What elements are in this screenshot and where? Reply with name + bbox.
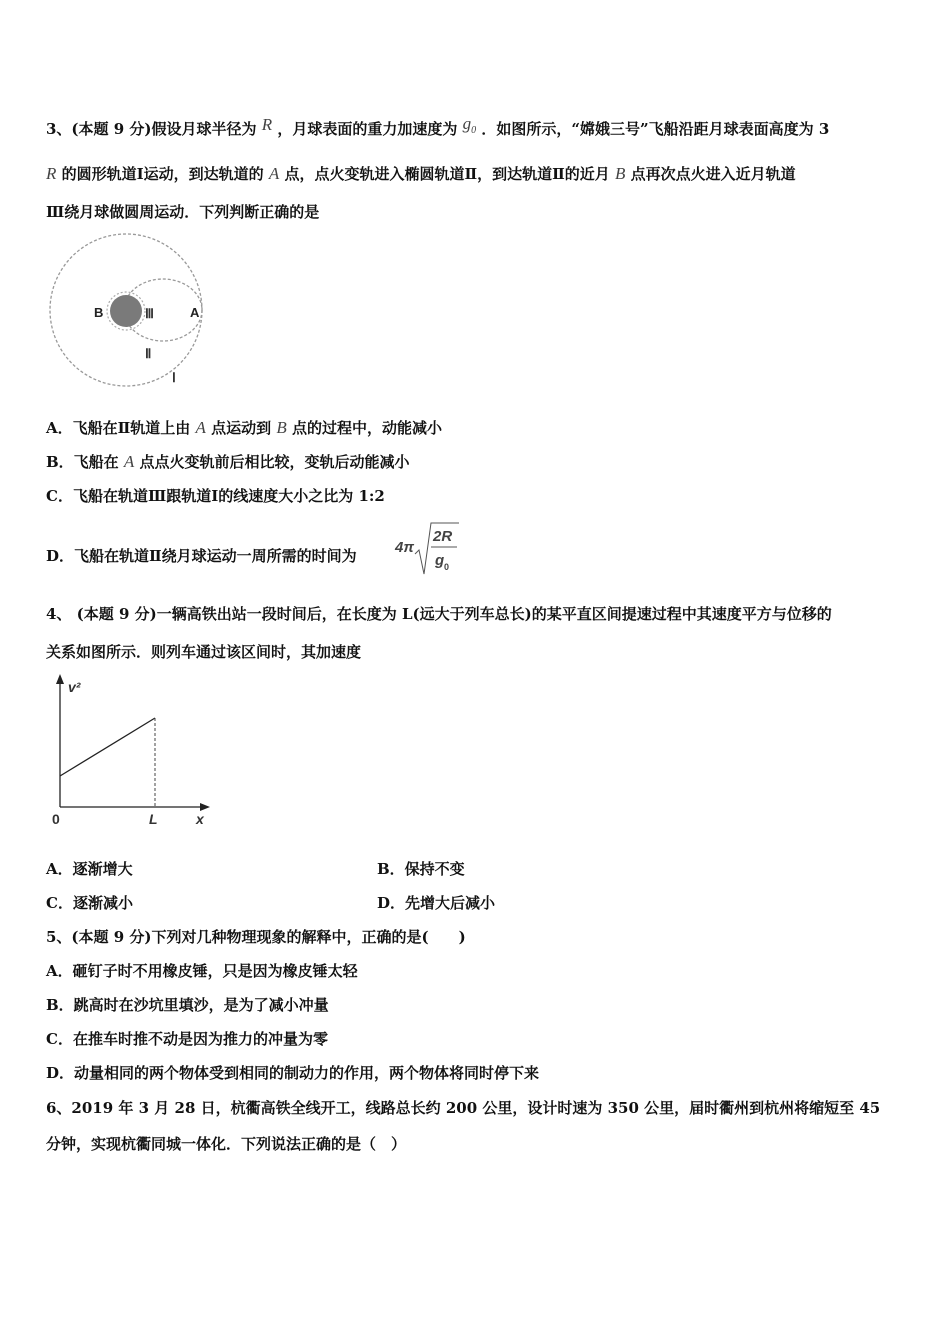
- q6-stem-line1: 6、2019 年 3 月 28 日，杭衢高铁全线开工，线路总长约 200 公里，设计时速为 350 公里，届时衢州到杭州将缩短至 45: [46, 1099, 881, 1117]
- math-g-sub: 0: [471, 125, 477, 136]
- y-label: v²: [68, 679, 81, 695]
- formula-period: [393, 520, 463, 578]
- option-text: D．飞船在轨道Ⅱ绕月球运动一周所需的时间为: [46, 547, 357, 565]
- q4-stem-line1: 4、 (本题 9 分)一辆高铁出站一段时间后，在长度为 L(远大于列车总长)的某平直区间提速过程中其速度平方与位移的: [46, 605, 832, 623]
- q5-option-a: A．砸钉子时不用橡皮锤，只是因为橡皮锤太轻: [46, 962, 358, 980]
- option-text: 点的过程中，动能减小: [292, 419, 443, 437]
- q3-option-d: [46, 546, 357, 566]
- q5-option-c: C．在推车时推不动是因为推力的冲量为零: [46, 1030, 328, 1048]
- data-line: [60, 718, 155, 776]
- q3-stem-text: ，月球表面的重力加速度为: [277, 120, 458, 138]
- q3-stem-text: 的圆形轨道Ⅰ运动，到达轨道的: [61, 165, 264, 183]
- q5-stem: 5、(本题 9 分)下列对几种物理现象的解释中，正确的是( ): [46, 928, 466, 946]
- q3-stem-line3: Ⅲ绕月球做圆周运动．下列判断正确的是: [46, 203, 320, 221]
- label-I: Ⅰ: [172, 370, 176, 385]
- math-R: R: [261, 115, 273, 134]
- label-A: A: [190, 305, 200, 320]
- q3-option-c: C．飞船在轨道Ⅲ跟轨道Ⅰ的线速度大小之比为 1:2: [46, 487, 385, 505]
- option-text: 点运动到: [211, 419, 272, 437]
- formula-den-g: g: [435, 552, 445, 569]
- orbit-diagram: [44, 232, 214, 392]
- formula-den-sub: 0: [444, 562, 450, 572]
- q4-option-b: B．保持不变: [377, 860, 465, 878]
- math-A: A: [123, 452, 135, 471]
- x-tick-L: L: [149, 811, 158, 827]
- q5-option-b: B．跳高时在沙坑里填沙，是为了减小冲量: [46, 996, 329, 1014]
- y-axis-arrow: [56, 674, 64, 684]
- q5-option-d: D．动量相同的两个物体受到相同的制动力的作用，两个物体将同时停下来: [46, 1064, 540, 1082]
- q4-stem-line2: 关系如图所示．则列车通过该区间时，其加速度: [46, 643, 362, 661]
- math-g0: [462, 114, 477, 136]
- q3-option-a: [46, 418, 442, 438]
- formula-num: 2R: [433, 528, 453, 545]
- q3-stem-text: 点，点火变轨进入椭圆轨道Ⅱ，到达轨道Ⅱ的近月: [284, 165, 610, 183]
- math-g: g: [462, 114, 472, 133]
- math-R: R: [46, 164, 57, 183]
- q3-stem-text: 点再次点火进入近月轨道: [630, 165, 796, 183]
- option-text: B．飞船在: [46, 453, 119, 471]
- option-text: A．飞船在Ⅱ轨道上由: [46, 419, 191, 437]
- math-B: B: [615, 164, 626, 183]
- math-A: A: [268, 164, 280, 183]
- q3-stem-line2: [46, 164, 796, 184]
- q4-option-a: A．逐渐增大: [46, 860, 133, 878]
- x-label: x: [196, 811, 204, 827]
- q6-stem-line2: 分钟，实现杭衢同城一体化．下列说法正确的是（ ）: [46, 1135, 407, 1153]
- q4-option-c: C．逐渐减小: [46, 894, 133, 912]
- q3-option-b: [46, 452, 410, 472]
- label-III: Ⅲ: [145, 306, 154, 321]
- x-axis-arrow: [200, 803, 210, 811]
- label-II: Ⅱ: [145, 346, 152, 361]
- v2-x-chart: [44, 672, 219, 832]
- option-text: 点点火变轨前后相比较，变轨后动能减小: [139, 453, 410, 471]
- formula-coef: 4π: [395, 539, 415, 556]
- moon: [110, 295, 142, 327]
- q4-option-d: D．先增大后减小: [377, 894, 496, 912]
- q3-stem-line1: [46, 114, 829, 141]
- label-B: B: [94, 305, 104, 320]
- q3-stem-text: ．如图所示，“嫦娥三号”飞船沿距月球表面高度为 3: [481, 120, 830, 138]
- math-A: A: [195, 418, 206, 437]
- math-B: B: [276, 418, 287, 437]
- q3-stem-text: 3、(本题 9 分)假设月球半径为: [46, 120, 257, 138]
- x-tick-0: 0: [52, 811, 60, 827]
